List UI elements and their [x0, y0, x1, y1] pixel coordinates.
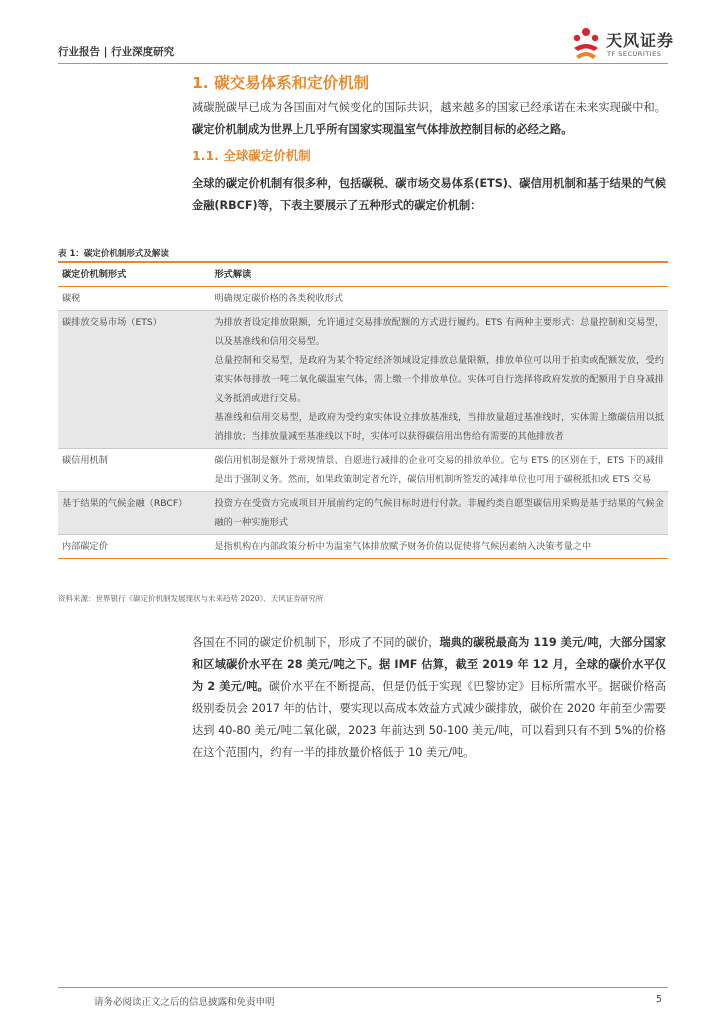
header-divider: [58, 63, 668, 64]
company-logo: [566, 22, 686, 66]
mechanism-description: [210, 311, 668, 449]
intro-emphasis: 碳定价机制成为世界上几乎所有国家实现温室气体排放控制目标的必经之路。: [192, 123, 573, 136]
description-text: 碳信用机制是额外于常规情景、自愿进行减排的企业可交易的排放单位。它与 ETS 的区别在于，ETS 下的减排是出于强制义务。然而，如果政策制定者允许，碳信用机制所签发的减排单位也可用于碳税抵扣或 ETS 交易: [214, 455, 664, 485]
intro-text: 减碳脱碳早已成为各国面对气候变化的国际共识，越来越多的国家已经承诺在未来实现碳中和。: [192, 101, 666, 114]
table-row: [58, 535, 668, 559]
page-number: 5: [656, 994, 663, 1005]
table-source: 资料来源：世界银行《碳定价机制发展现状与未来趋势 2020》、天风证券研究所: [58, 594, 324, 603]
column-header: 碳定价机制形式: [58, 263, 210, 287]
description-text: 基准线和信用交易型，是政府为受约束实体设立排放基准线，当排放量超过基准线时，实体需上缴碳信用以抵消排放；当排放量减至基准线以下时，实体可以获得碳信用出售给有需要的其他排放者: [214, 412, 664, 442]
summary-paragraph: 全球的碳定价机制有很多种，包括碳税、碳市场交易体系(ETS)、碳信用机制和基于结果的气候金融(RBCF)等，下表主要展示了五种形式的碳定价机制：: [192, 177, 666, 212]
footer-disclaimer: 请务必阅读正文之后的信息披露和免责申明: [94, 997, 275, 1008]
tf-logo-icon: [570, 26, 602, 62]
table-header-row: [58, 263, 668, 287]
table-row: [58, 287, 668, 311]
mechanism-name: 碳税: [58, 287, 210, 311]
body-text: 碳价水平在不断提高，但是仍低于实现《巴黎协定》目标所需水平。据碳价格高级别委员会 2017 年的估计，要实现以高成本效益方式减少碳排放，碳价在 2020 年前至少需要达到 40-80 美元/吨二氧化碳，2023 年前达到 50-100 美元/吨，可以看到只有不到 5%的价格在这个范围内，约有一半的排放量价格低于 10 美元/吨。: [192, 680, 666, 759]
description-text: 总量控制和交易型，是政府为某个特定经济领域设定排放总量限额，排放单位可以用于拍卖或配额发放，受约束实体每排放一吨二氧化碳温室气体，需上缴一个排放单位。实体可自行选择将政府发放的配额用于自身减排义务抵消或进行交易。: [214, 355, 664, 404]
intro-paragraph: [192, 97, 666, 141]
description-text: 投资方在受资方完成项目开展前约定的气候目标时进行付款。非履约类自愿型碳信用采购是基于结果的气候金融的一种实施形式: [214, 498, 664, 528]
logo-text-en: TF SECURITIES: [607, 50, 662, 58]
subsection-title: 1.1. 全球碳定价机制: [192, 148, 311, 163]
table-row: [58, 492, 668, 535]
mechanism-name: 内部碳定价: [58, 535, 210, 559]
mechanism-description: [210, 287, 668, 311]
table-row: [58, 311, 668, 449]
table-title: 表 1：碳定价机制形式及解读: [58, 249, 169, 259]
carbon-price-paragraph: [192, 632, 666, 764]
mechanism-description: [210, 492, 668, 535]
carbon-pricing-table: [58, 263, 668, 559]
mechanism-name: 基于结果的气候金融（RBCF）: [58, 492, 210, 535]
logo-text-cn: 天风证券: [606, 31, 675, 50]
description-text: 是指机构在内部政策分析中为温室气体排放赋予财务价值以促使将气候因素纳入决策考量之中: [214, 541, 592, 552]
body-emphasis: 瑞典的碳税最高为 119 美元/吨，大部分国家和区域碳价水平在 28 美元/吨之下。据 IMF 估算，截至 2019 年 12 月，全球的碳价水平仅为 2 美元/吨。: [192, 636, 666, 693]
description-text: 明确规定碳价格的各类税收形式: [214, 293, 344, 304]
table-row: [58, 449, 668, 492]
mechanism-name: 碳信用机制: [58, 449, 210, 492]
mechanism-name: 碳排放交易市场（ETS）: [58, 311, 210, 449]
body-text: 各国在不同的碳定价机制下，形成了不同的碳价，: [192, 636, 440, 649]
column-header: 形式解读: [210, 263, 668, 287]
mechanism-description: [210, 535, 668, 559]
footer-divider: [58, 987, 668, 988]
section-title: 1. 碳交易体系和定价机制: [192, 74, 370, 92]
report-category: 行业报告 | 行业深度研究: [58, 46, 175, 58]
description-text: 为排放者设定排放限额，允许通过交易排放配额的方式进行履约。ETS 有两种主要形式：总量控制和交易型，以及基准线和信用交易型。: [214, 317, 664, 347]
mechanism-description: [210, 449, 668, 492]
